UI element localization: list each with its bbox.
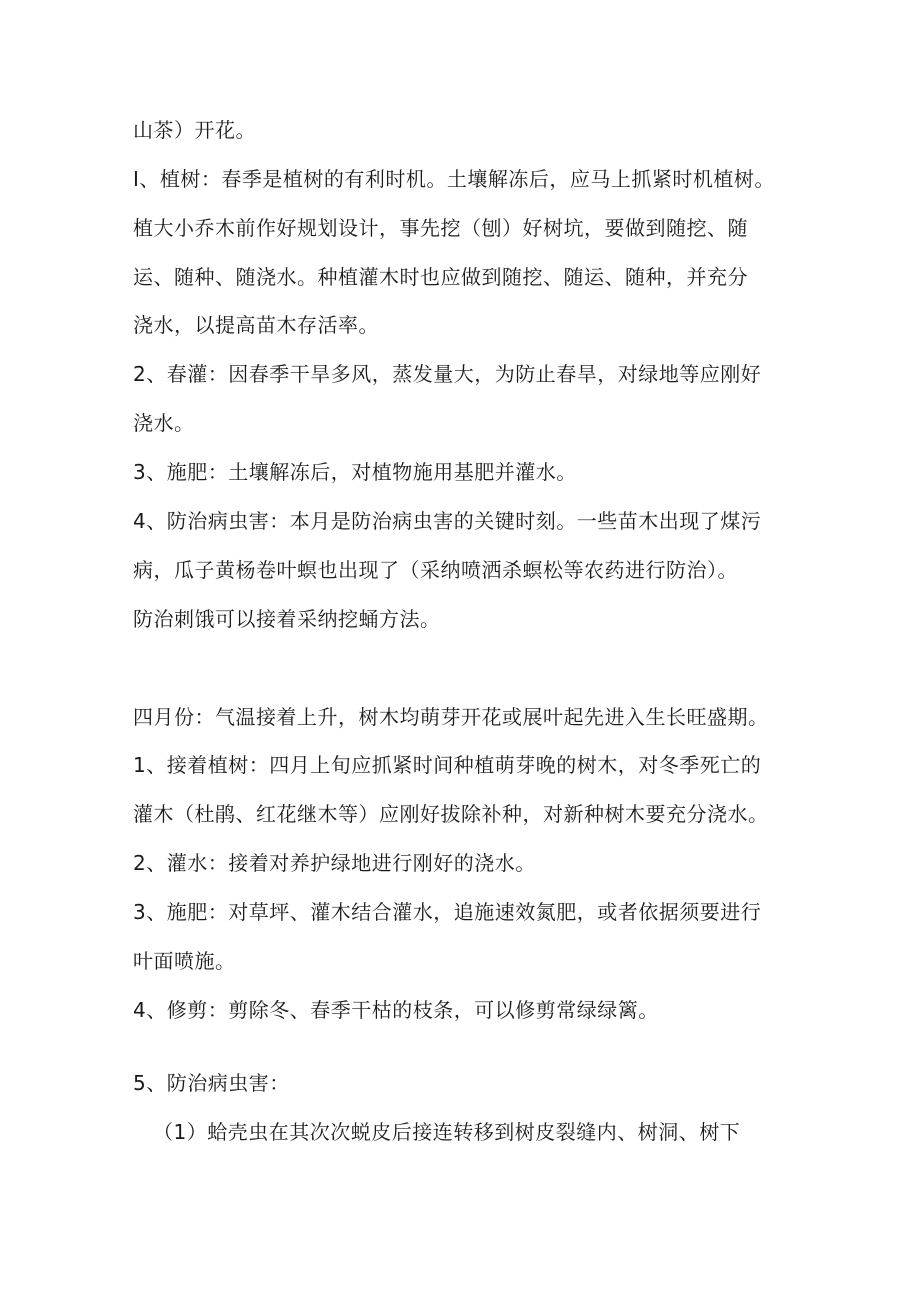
text-line: 防治刺饿可以接着采纳挖蛹方法。 [133,607,441,631]
text-line: 2、灌水：接着对养护绿地进行刚好的浇水。 [133,851,536,875]
text-line: 3、施肥：土壤解冻后，对植物施用基肥并灌水。 [133,460,577,484]
text-line: 4、修剪：剪除冬、春季干枯的枝条，可以修剪常绿绿篱。 [133,998,659,1022]
text-line: 灌木（杜鹃、红花继木等）应刚好拔除补种，对新种树木要充分浇水。 [133,802,769,826]
text-line: 山茶）开花。 [133,118,256,142]
text-line: 浇水，以提高苗木存活率。 [133,313,379,337]
text-line: 植大小乔木前作好规划设计，事先挖（刨）好树坑，要做到随挖、随 [133,216,748,240]
text-line: 5、防治病虫害： [133,1071,290,1095]
text-line: 3、施肥：对草坪、灌木结合灌水，追施速效氮肥，或者依据须要进行 [133,900,762,924]
text-line: 2、春灌：因春季干旱多风，蒸发量大，为防止春旱，对绿地等应刚好 [133,362,762,386]
text-line: 1、接着植树：四月上旬应抓紧时间种植萌芽晚的树木，对冬季死亡的 [133,753,762,777]
text-line: 4、防治病虫害：本月是防治病虫害的关键时刻。一些苗木出现了煤污 [133,509,762,533]
text-line: 病，瓜子黄杨卷叶螟也出现了（采纳喷洒杀螟松等农药进行防治）。 [133,558,738,582]
text-line: I、植树：春季是植树的有利时机。土壤解冻后，应马上抓紧时机植树。 [133,167,775,191]
text-line: 四月份：气温接着上升，树木均萌芽开花或展叶起先进入生长旺盛期。 [133,705,769,729]
text-line: 浇水。 [133,411,195,435]
text-line: 叶面喷施。 [133,949,236,973]
text-line: （1）蛤壳虫在其次次蜕皮后接连转移到树皮裂缝内、树洞、树下 [153,1120,741,1144]
text-line: 运、随种、随浇水。种植灌木时也应做到随挖、随运、随种，并充分 [133,265,748,289]
